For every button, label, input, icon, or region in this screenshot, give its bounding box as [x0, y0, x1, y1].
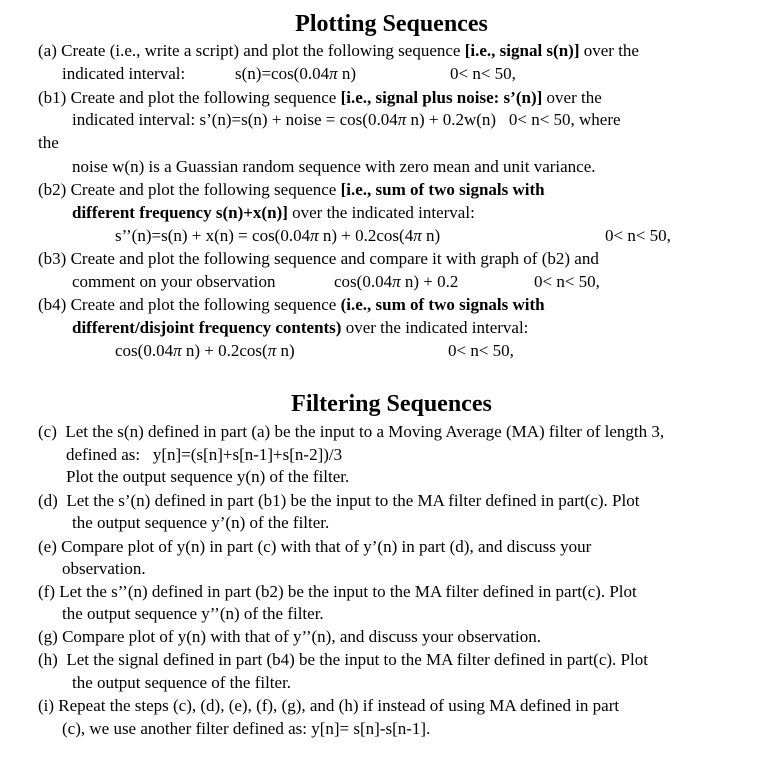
item-b3-line1: (b3) Create and plot the following sequence and compare it with graph of (b2) and	[38, 249, 599, 268]
item-b4-line1: (b4) Create and plot the following sequence (i.e., sum of two signals with	[38, 295, 545, 314]
item-b1-line1: (b1) Create and plot the following sequence [i.e., signal plus noise: s’(n)] over the	[38, 88, 602, 107]
item-b4-line3: cos(0.04π n) + 0.2cos(π n) 0< n< 50,	[115, 341, 514, 360]
filtering-title: Filtering Sequences	[291, 391, 492, 417]
pi-symbol: π	[329, 64, 338, 83]
item-c-line1: (c) Let the s(n) defined in part (a) be the input to a Moving Average (MA) filter of length 3,	[38, 422, 665, 441]
item-d-line2: the output sequence y’(n) of the filter.	[72, 513, 330, 532]
item-b2-line3: s’’(n)=s(n) + x(n) = cos(0.04π n) + 0.2cos(4π n) 0< n< 50,	[115, 226, 671, 245]
item-h-line2: the output sequence of the filter.	[72, 673, 292, 692]
item-f-line1: (f) Let the s’’(n) defined in part (b2) be the input to the MA filter defined in part(c). Plot	[38, 582, 637, 601]
item-b1-line3: the	[38, 133, 59, 152]
item-h-line1: (h) Let the signal defined in part (b4) be the input to the MA filter defined in part(c). Plot	[38, 650, 648, 669]
item-b3-line2: comment on your observation cos(0.04π n) + 0.2 0< n< 50,	[72, 272, 600, 291]
item-e-line1: (e) Compare plot of y(n) in part (c) with that of y’(n) in part (d), and discuss your	[38, 537, 592, 556]
item-f-line2: the output sequence y’’(n) of the filter.	[62, 604, 324, 623]
item-c-line2: defined as: y[n]=(s[n]+s[n-1]+s[n-2])/3	[66, 445, 343, 464]
item-b2-line1: (b2) Create and plot the following sequence [i.e., sum of two signals with	[38, 180, 545, 199]
item-b4-line2: different/disjoint frequency contents) over the indicated interval:	[72, 318, 529, 337]
item-g-line1: (g) Compare plot of y(n) with that of y’’(n), and discuss your observation.	[38, 627, 541, 646]
item-b1-line4: noise w(n) is a Guassian random sequence with zero mean and unit variance.	[72, 157, 596, 176]
item-i-line2: (c), we use another filter defined as: y[n]= s[n]-s[n-1].	[62, 719, 431, 738]
item-b1-line2: indicated interval: s’(n)=s(n) + noise = cos(0.04π n) + 0.2w(n) 0< n< 50, where	[72, 110, 621, 129]
item-e-line2: observation.	[62, 559, 146, 578]
item-d-line1: (d) Let the s’(n) defined in part (b1) be the input to the MA filter defined in part(c). Plot	[38, 491, 640, 510]
item-c-line3: Plot the output sequence y(n) of the filter.	[66, 467, 350, 486]
plotting-title: Plotting Sequences	[295, 11, 488, 37]
item-i-line1: (i) Repeat the steps (c), (d), (e), (f), (g), and (h) if instead of using MA defined in part	[38, 696, 620, 715]
item-a-line2: indicated interval: s(n)=cos(0.04π n) 0< n< 50,	[62, 64, 516, 83]
item-a-line1: (a) Create (i.e., write a script) and plot the following sequence [i.e., signal s(n)] over the	[38, 41, 639, 60]
item-b2-line2: different frequency s(n)+x(n)] over the indicated interval:	[72, 203, 475, 222]
